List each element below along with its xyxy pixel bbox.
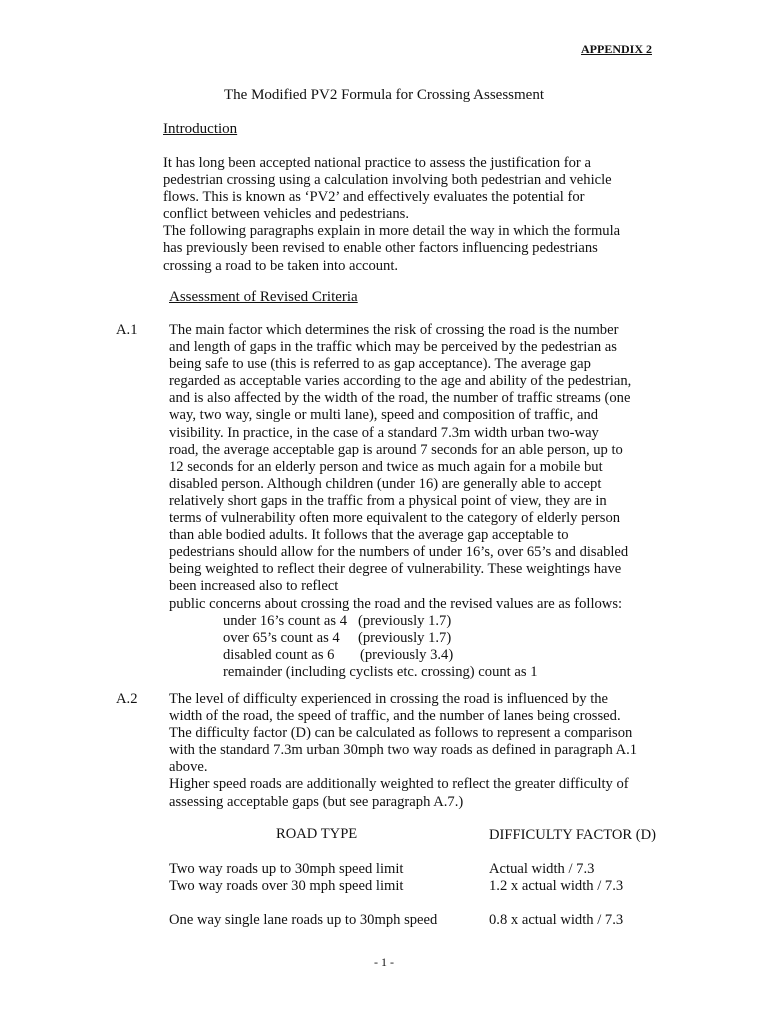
road-type-cell: Two way roads over 30 mph speed limit <box>169 878 404 894</box>
a1-line: being weighted to reflect their degree of vulnerability. These weightings have <box>169 561 622 578</box>
a1-line: than able bodied adults. It follows that the average gap acceptable to <box>169 527 569 544</box>
difficulty-factor-cell: 0.8 x actual width / 7.3 <box>489 912 624 928</box>
table-header-road-type: ROAD TYPE <box>276 826 358 842</box>
paragraph-a2 <box>169 691 669 811</box>
intro-line: The following paragraphs explain in more detail the way in which the formula <box>163 223 621 240</box>
introduction-heading: Introduction <box>163 121 238 137</box>
a1-line: public concerns about crossing the road and the revised values are as follows: <box>169 595 623 612</box>
paragraph-a1 <box>169 322 669 681</box>
intro-line: pedestrian crossing using a calculation involving both pedestrian and vehicle <box>163 172 612 189</box>
a1-line: 12 seconds for an elderly person and twice as much again for a mobile but <box>169 458 603 475</box>
weighting-remainder: remainder (including cyclists etc. crossing) count as 1 <box>223 663 538 680</box>
a1-line: disabled person. Although children (under 16) are generally able to accept <box>169 475 602 492</box>
intro-line: crossing a road to be taken into account. <box>163 257 399 274</box>
a2-line: with the standard 7.3m urban 30mph two way roads as defined in paragraph A.1 <box>169 742 638 759</box>
table-header-difficulty-factor: DIFFICULTY FACTOR (D) <box>489 827 657 843</box>
weighting-over-65: over 65’s count as 4 (previously 1.7) <box>223 629 452 646</box>
appendix-label: APPENDIX 2 <box>581 42 652 56</box>
a2-line: width of the road, the speed of traffic, and the number of lanes being crossed. <box>169 708 621 725</box>
assessment-heading: Assessment of Revised Criteria <box>169 289 358 305</box>
intro-line: conflict between vehicles and pedestrians. <box>163 206 409 223</box>
a1-line: and is also affected by the width of the road, the number of traffic streams (one <box>169 390 631 407</box>
page-number: - 1 - <box>374 955 394 969</box>
document-title: The Modified PV2 Formula for Crossing Assessment <box>224 87 544 103</box>
a2-line: The level of difficulty experienced in crossing the road is influenced by the <box>169 691 609 707</box>
a2-line: Higher speed roads are additionally weighted to reflect the greater difficulty of <box>169 776 629 793</box>
a1-line: being safe to use (this is referred to as gap acceptance). The average gap <box>169 356 591 373</box>
a1-line: visibility. In practice, in the case of a standard 7.3m width urban two-way <box>169 424 599 441</box>
a1-line: pedestrians should allow for the numbers of under 16’s, over 65’s and disabled <box>169 544 629 561</box>
paragraph-number-a1: A.1 <box>116 322 138 338</box>
intro-line: has previously been revised to enable other factors influencing pedestrians <box>163 240 598 257</box>
a1-line: way, two way, single or multi lane), speed and composition of traffic, and <box>169 407 599 424</box>
a1-line: been increased also to reflect <box>169 578 339 595</box>
a1-line: road, the average acceptable gap is around 7 seconds for an able person, up to <box>169 441 623 458</box>
road-type-cell: Two way roads up to 30mph speed limit <box>169 861 404 877</box>
introduction-text <box>163 155 658 275</box>
a1-line: terms of vulnerability often more equivalent to the category of elderly person <box>169 510 621 527</box>
weighting-under-16: under 16’s count as 4 (previously 1.7) <box>223 612 452 629</box>
a2-line: The difficulty factor (D) can be calculated as follows to represent a comparison <box>169 725 633 742</box>
a1-line: regarded as acceptable varies according to the age and ability of the pedestrian, <box>169 373 632 390</box>
a1-line: The main factor which determines the risk of crossing the road is the number <box>169 322 619 338</box>
difficulty-factor-cell: 1.2 x actual width / 7.3 <box>489 878 624 894</box>
road-type-cell: One way single lane roads up to 30mph speed <box>169 912 438 928</box>
intro-line: It has long been accepted national practice to assess the justification for a <box>163 155 591 171</box>
difficulty-factor-cell: Actual width / 7.3 <box>489 861 595 877</box>
weighting-disabled: disabled count as 6 (previously 3.4) <box>223 646 454 663</box>
a1-line: and length of gaps in the traffic which may be perceived by the pedestrian as <box>169 339 617 356</box>
paragraph-number-a2: A.2 <box>116 691 138 707</box>
a1-line: relatively short gaps in the traffic from a physical point of view, they are in <box>169 492 607 509</box>
a2-line: assessing acceptable gaps (but see paragraph A.7.) <box>169 793 464 810</box>
intro-line: flows. This is known as ‘PV2’ and effectively evaluates the potential for <box>163 189 585 206</box>
a2-line: above. <box>169 759 208 776</box>
